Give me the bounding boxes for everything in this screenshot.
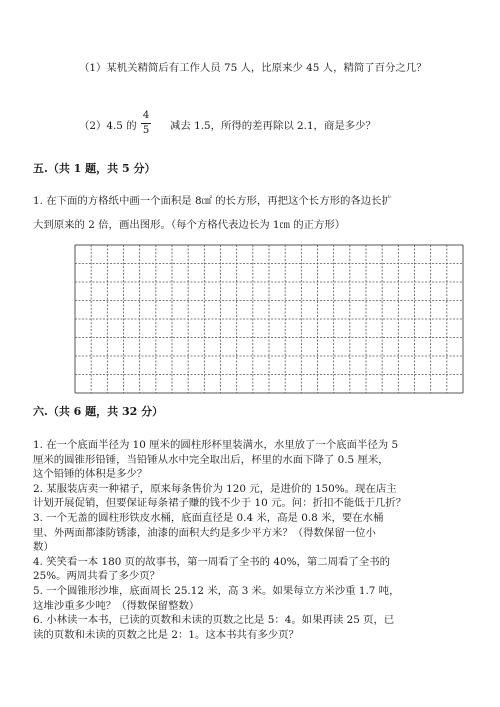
section6-line: 厘米的圆锥形铅锤，当铅锤从水中完全取出后，杯里的水面下降了 0.5 厘米， — [33, 453, 389, 466]
section6-line: 计划开展促销，但要保证每条裙子赚的钱不少于 10 元。问：折扣不能低于几折？ — [33, 497, 407, 510]
q4-sub1: （1）某机关精简后有工作人员 75 人，比原来少 45 人，精简了百分之几？ — [79, 62, 427, 74]
section5-q1-line2: 大到原来的 2 倍，画出图形。（每个方格代表边长为 1㎝ 的正方形） — [33, 219, 346, 231]
section6-line: 2. 某服装店卖一种裙子，原来每条售价为 120 元，是进价的 150%。现在店主 — [33, 482, 397, 495]
section6-line: 25%。两周共看了多少页？ — [33, 570, 160, 583]
square-grid-paper — [74, 244, 464, 394]
section6-line: 4. 笑笑看一本 180 页的故事书，第一周看了全书的 40%，第二周看了全书的 — [33, 555, 390, 568]
section6-line: 数） — [33, 541, 54, 554]
q4-sub2-prefix: （2）4.5 的 — [79, 120, 137, 132]
section6-line: 这堆沙重多少吨？（得数保留整数） — [33, 599, 200, 612]
section6-line: 6. 小林读一本书，已读的页数和未读的页数之比是 5：4。如果再读 25 页，已 — [33, 614, 395, 627]
section6-line: 这个铅锤的体积是多少？ — [33, 468, 148, 481]
section6-body — [33, 438, 453, 642]
section6-line: 里、外两面都漆防锈漆，油漆的面积大约是多少平方米？（得数保留一位小 — [33, 526, 376, 539]
section6-line: 1. 在一个底面半径为 10 厘米的圆柱形杯里装满水，水里放了一个底面半径为 5 — [33, 439, 399, 451]
section6-line: 3. 一个无盖的圆柱形铁皮水桶，底面直径是 0.4 米，高是 0.8 米，要在水桶 — [33, 511, 384, 524]
fraction-denominator: 5 — [142, 125, 150, 136]
section6-line: 读的页数和未读的页数之比是 2：1。这本书共有多少页？ — [33, 628, 299, 641]
fraction-bar — [141, 123, 151, 124]
section5-q1-line1: 1. 在下面的方格纸中画一个面积是 8㎠ 的长方形，再把这个长方形的各边长扩 — [33, 195, 392, 207]
section5-heading: 五.（共 1 题，共 5 分） — [33, 162, 156, 175]
q4-sub2-suffix: 减去 1.5，所得的差再除以 2.1，商是多少？ — [170, 120, 376, 132]
section6-heading: 六.（共 6 题，共 32 分） — [33, 405, 164, 418]
fraction-numerator: 4 — [142, 110, 150, 121]
section6-line: 5. 一个圆锥形沙堆，底面周长 25.12 米，高 3 米。如果每立方米沙重 1.7 吨， — [33, 584, 400, 597]
